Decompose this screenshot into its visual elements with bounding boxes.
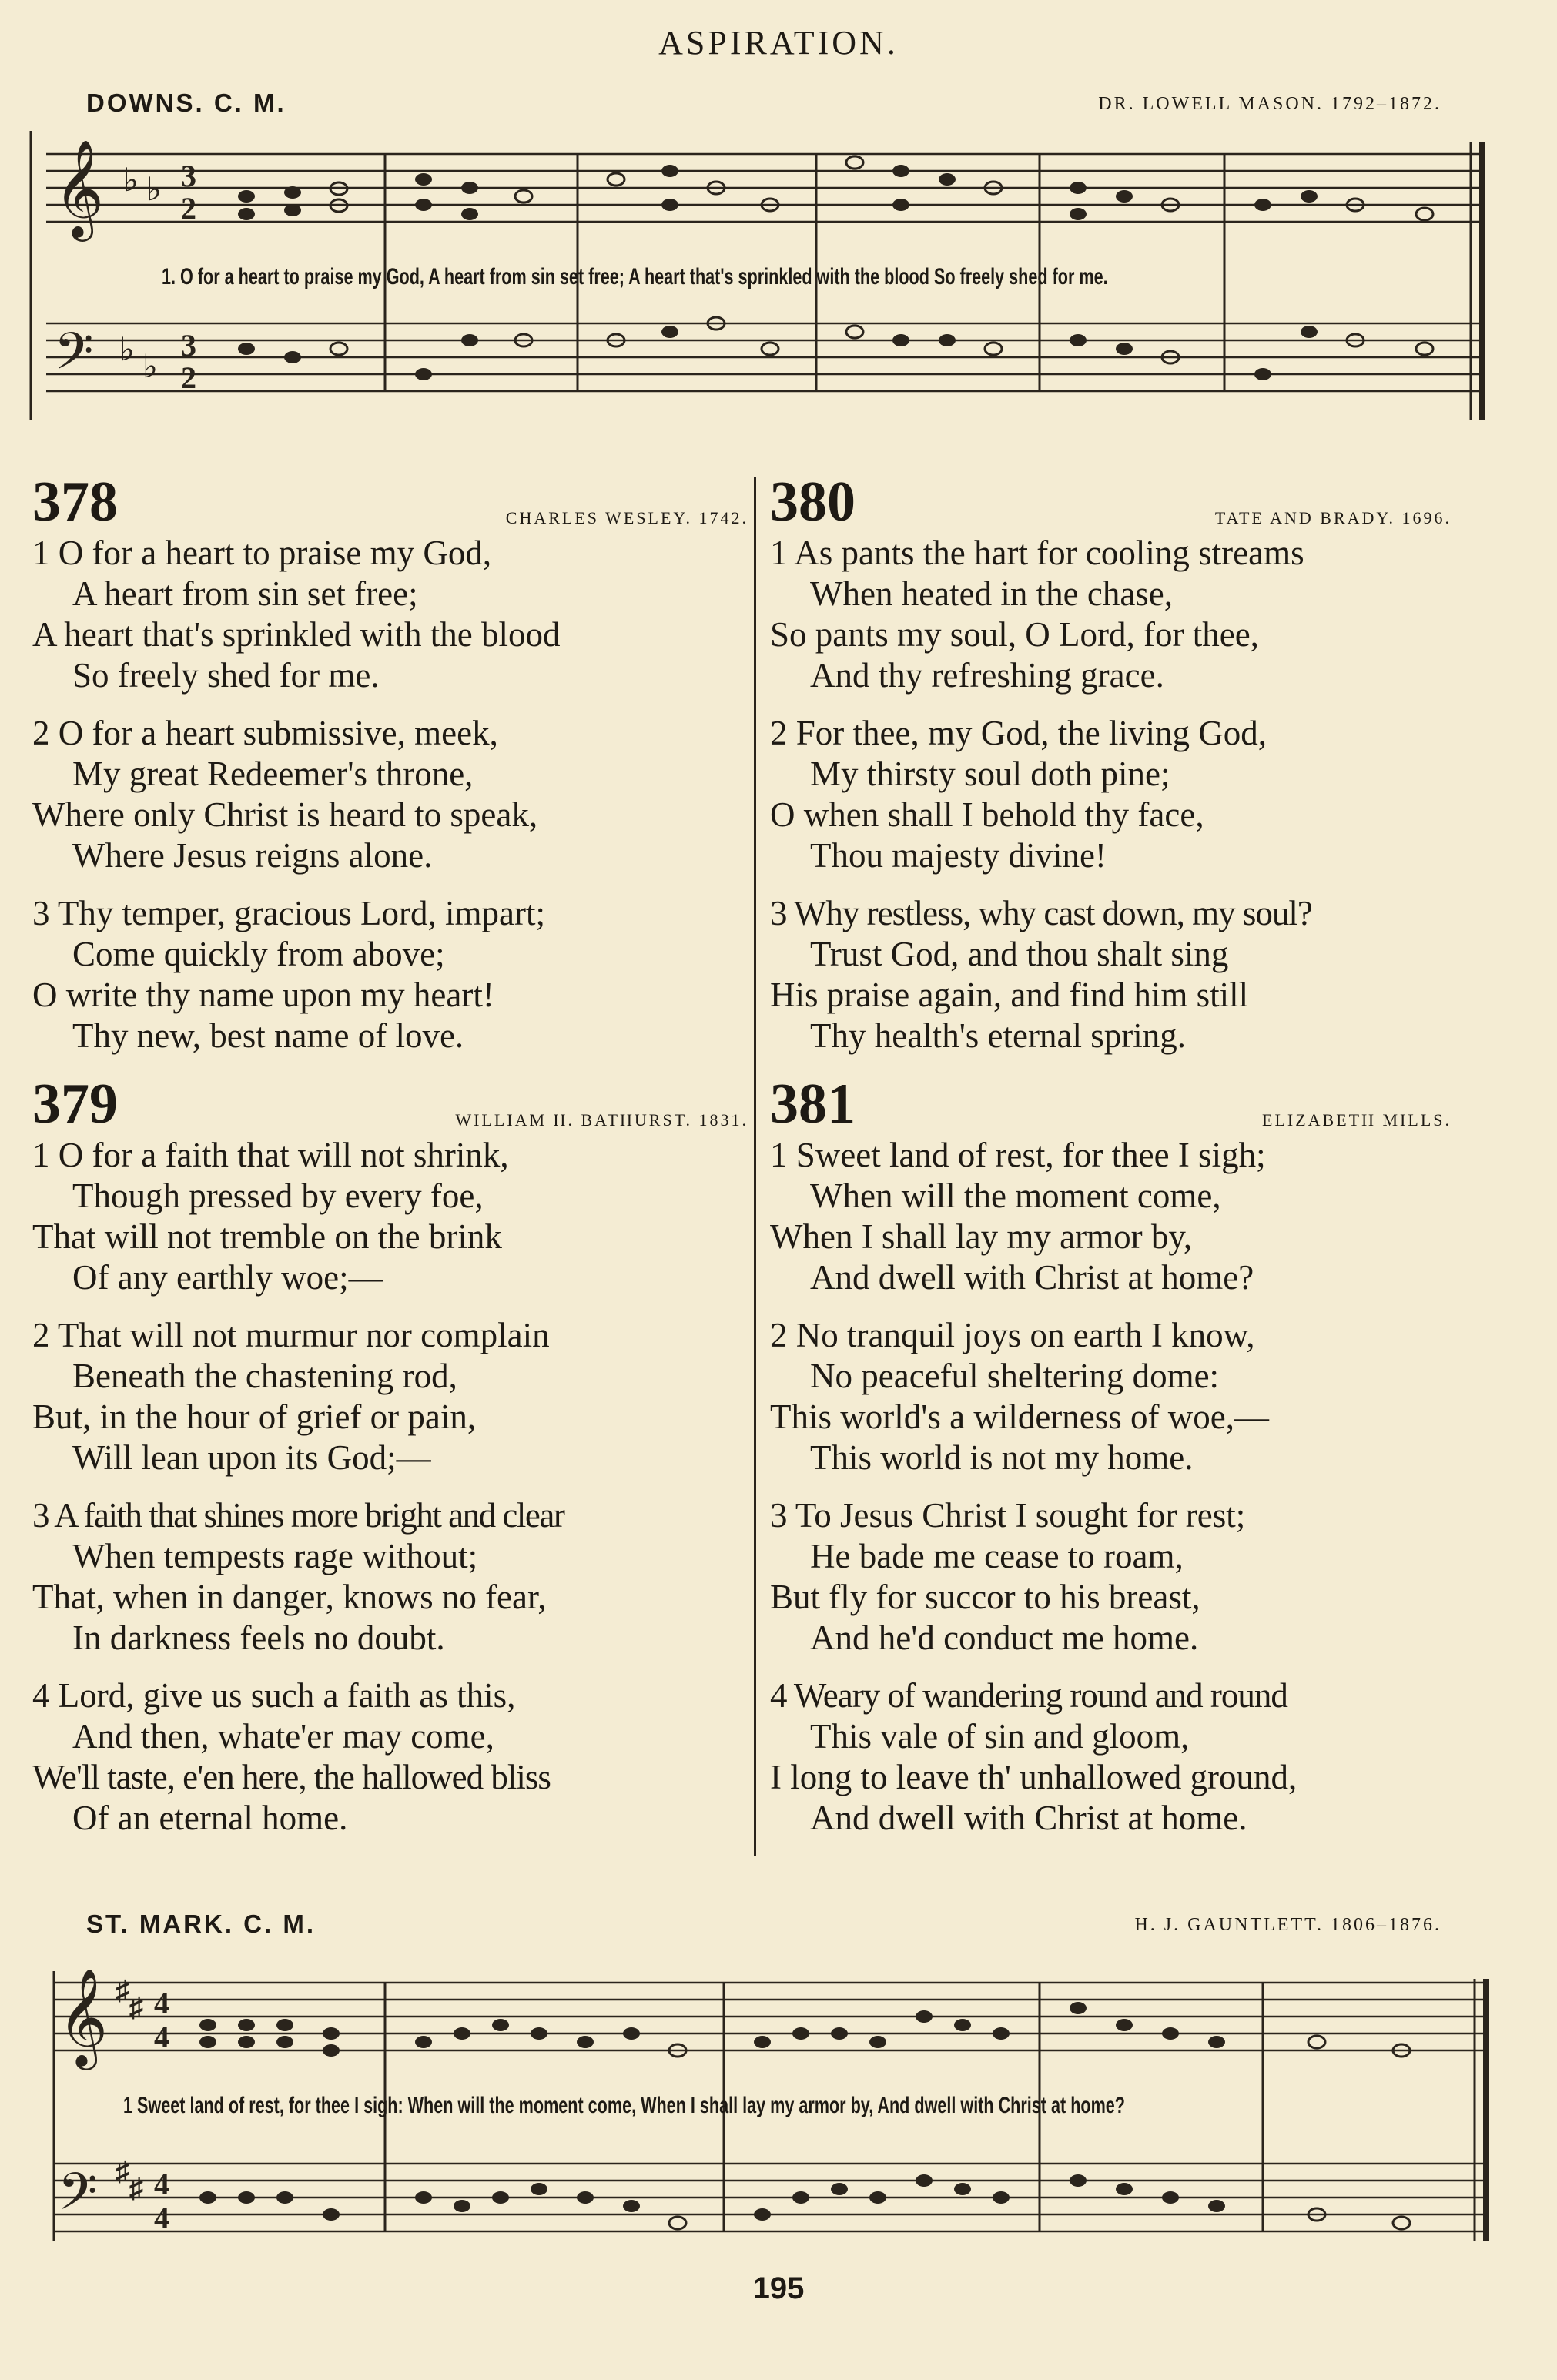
verse-line: 3 A faith that shines more bright and clear xyxy=(32,1496,564,1535)
verse-line: A heart that's sprinkled with the blood xyxy=(32,615,561,654)
svg-text:♭: ♭ xyxy=(146,172,162,208)
svg-text:2: 2 xyxy=(181,191,196,226)
verse-line: O write thy name upon my heart! xyxy=(32,976,494,1014)
verse-line: When I shall lay my armor by, xyxy=(770,1217,1193,1256)
verse-line: No peaceful sheltering dome: xyxy=(810,1357,1220,1395)
verse-line: 3 Thy temper, gracious Lord, impart; xyxy=(32,894,545,932)
svg-text:4: 4 xyxy=(154,2020,169,2054)
stanza xyxy=(32,533,772,696)
verse-line: And he'd conduct me home. xyxy=(810,1618,1199,1657)
verse-line: 1 As pants the hart for cooling streams xyxy=(770,534,1304,572)
column-right xyxy=(770,471,1509,1856)
verse-line: My great Redeemer's throne, xyxy=(72,755,474,793)
stanza xyxy=(32,1315,772,1478)
verse-line: Where only Christ is heard to speak, xyxy=(32,795,538,834)
svg-text:3: 3 xyxy=(181,159,196,193)
hymn-author: WILLIAM H. BATHURST. 1831. xyxy=(455,1110,748,1130)
verse-line: When tempests rage without; xyxy=(72,1537,478,1575)
verse-line: 2 O for a heart submissive, meek, xyxy=(32,714,498,752)
hymn-379 xyxy=(32,1073,772,1839)
svg-text:4: 4 xyxy=(154,1986,169,2020)
hymn-380 xyxy=(770,471,1509,1056)
verse-line: That, when in danger, knows no fear, xyxy=(32,1578,547,1616)
verse-line: 4 Lord, give us such a faith as this, xyxy=(32,1676,516,1715)
stanza xyxy=(770,533,1509,696)
hymn-number: 380 xyxy=(770,470,856,534)
hymn-number: 378 xyxy=(32,470,118,534)
verse-line: When will the moment come, xyxy=(810,1177,1221,1215)
verse-line: My thirsty soul doth pine; xyxy=(810,755,1170,793)
verse-line: I long to leave th' unhallowed ground, xyxy=(770,1758,1298,1796)
verse-line: 2 No tranquil joys on earth I know, xyxy=(770,1316,1255,1354)
verse-line: His praise again, and find him still xyxy=(770,976,1249,1014)
svg-text:♯: ♯ xyxy=(116,2156,129,2187)
verse-line: Thou majesty divine! xyxy=(810,836,1107,875)
page-title: ASPIRATION. xyxy=(658,24,899,62)
svg-text:♯: ♯ xyxy=(129,2173,143,2204)
verse-line: In darkness feels no doubt. xyxy=(72,1618,445,1657)
svg-text:3: 3 xyxy=(181,328,196,363)
verse-line: And dwell with Christ at home? xyxy=(810,1258,1254,1297)
svg-text:♭: ♭ xyxy=(123,163,139,199)
svg-text:𝄞: 𝄞 xyxy=(54,139,105,237)
svg-text:𝄢: 𝄢 xyxy=(54,322,94,393)
lyric-line-st-mark: 1 Sweet land of rest, for thee I sigh: When will the moment come, When I shall lay my armor by, And dwell with Christ at home? xyxy=(123,2093,1126,2118)
hymn-author: TATE AND BRADY. 1696. xyxy=(1214,508,1452,527)
svg-text:♭: ♭ xyxy=(119,333,135,368)
composer-st-mark: H. J. GAUNTLETT. 1806–1876. xyxy=(1134,1915,1441,1935)
stanza xyxy=(770,893,1509,1056)
verse-line: A heart from sin set free; xyxy=(72,574,418,613)
stanza xyxy=(770,1675,1509,1839)
verse-line: 1 Sweet land of rest, for thee I sigh; xyxy=(770,1136,1266,1174)
verse-line: 1 O for a faith that will not shrink, xyxy=(32,1136,509,1174)
verse-line: Though pressed by every foe, xyxy=(72,1177,484,1215)
hymn-author: CHARLES WESLEY. 1742. xyxy=(505,508,748,527)
verse-line: But fly for succor to his breast, xyxy=(770,1578,1200,1616)
verse-line: 1 O for a heart to praise my God, xyxy=(32,534,492,572)
stanza xyxy=(32,1675,772,1839)
tune-name-st-mark: ST. MARK. C. M. xyxy=(86,1910,316,1938)
verse-line: This world's a wilderness of woe,— xyxy=(770,1398,1269,1436)
verse-line: Where Jesus reigns alone. xyxy=(72,836,433,875)
verse-line: And then, whate'er may come, xyxy=(72,1717,494,1756)
verse-line: 2 For thee, my God, the living God, xyxy=(770,714,1267,752)
verse-line: And thy refreshing grace. xyxy=(810,656,1164,695)
svg-text:2: 2 xyxy=(181,360,196,395)
verse-line: Of any earthly woe;— xyxy=(72,1258,383,1297)
stanza xyxy=(32,893,772,1056)
verse-line: 3 To Jesus Christ I sought for rest; xyxy=(770,1496,1246,1535)
tune-name-downs: DOWNS. C. M. xyxy=(86,89,286,117)
verse-line: Will lean upon its God;— xyxy=(72,1438,431,1477)
hymn-381 xyxy=(770,1073,1509,1839)
verse-line: 3 Why restless, why cast down, my soul? xyxy=(770,894,1312,932)
verse-line: When heated in the chase, xyxy=(810,574,1174,613)
svg-text:♯: ♯ xyxy=(129,1992,143,2023)
stanza xyxy=(770,713,1509,876)
verse-line: This world is not my home. xyxy=(810,1438,1194,1477)
hymn-number: 381 xyxy=(770,1073,856,1136)
stanza xyxy=(770,1495,1509,1659)
verse-line: That will not tremble on the brink xyxy=(32,1217,502,1256)
verse-line: But, in the hour of grief or pain, xyxy=(32,1398,477,1436)
stanza xyxy=(32,1135,772,1298)
hymn-378 xyxy=(32,471,772,1056)
verse-line: This vale of sin and gloom, xyxy=(810,1717,1190,1756)
verse-line: He bade me cease to roam, xyxy=(810,1537,1184,1575)
stanza xyxy=(770,1315,1509,1478)
stanza xyxy=(770,1135,1509,1298)
verse-line: O when shall I behold thy face, xyxy=(770,795,1204,834)
svg-text:♭: ♭ xyxy=(142,350,158,385)
lyric-line-downs: 1. O for a heart to praise my God, A heart from sin set free; A heart that's sprinkled with the blood So freely shed for me. xyxy=(162,264,1108,290)
hymn-author: ELIZABETH MILLS. xyxy=(1262,1110,1452,1130)
svg-text:𝄞: 𝄞 xyxy=(58,1967,109,2066)
verse-line: Trust God, and thou shalt sing xyxy=(810,935,1229,973)
verse-line: Of an eternal home. xyxy=(72,1799,348,1837)
hymn-number: 379 xyxy=(32,1073,118,1136)
stanza xyxy=(32,1495,772,1659)
verse-line: Beneath the chastening rod, xyxy=(72,1357,457,1395)
verse-line: So pants my soul, O Lord, for thee, xyxy=(770,615,1259,654)
svg-text:𝄢: 𝄢 xyxy=(58,2162,98,2234)
page-number: 195 xyxy=(752,2271,805,2305)
verse-line: And dwell with Christ at home. xyxy=(810,1799,1247,1837)
composer-downs: DR. LOWELL MASON. 1792–1872. xyxy=(1098,94,1441,114)
verse-line: Thy new, best name of love. xyxy=(72,1016,464,1055)
svg-text:4: 4 xyxy=(154,2201,169,2235)
verse-line: We'll taste, e'en here, the hallowed bliss xyxy=(32,1758,551,1796)
verse-line: So freely shed for me. xyxy=(72,656,380,695)
verse-line: Come quickly from above; xyxy=(72,935,445,973)
verse-line: 2 That will not murmur nor complain xyxy=(32,1316,550,1354)
verse-line: Thy health's eternal spring. xyxy=(810,1016,1186,1055)
svg-text:4: 4 xyxy=(154,2167,169,2201)
svg-text:♯: ♯ xyxy=(116,1975,129,2006)
verse-line: 4 Weary of wandering round and round xyxy=(770,1676,1287,1715)
column-left xyxy=(32,471,772,1856)
stanza xyxy=(32,713,772,876)
